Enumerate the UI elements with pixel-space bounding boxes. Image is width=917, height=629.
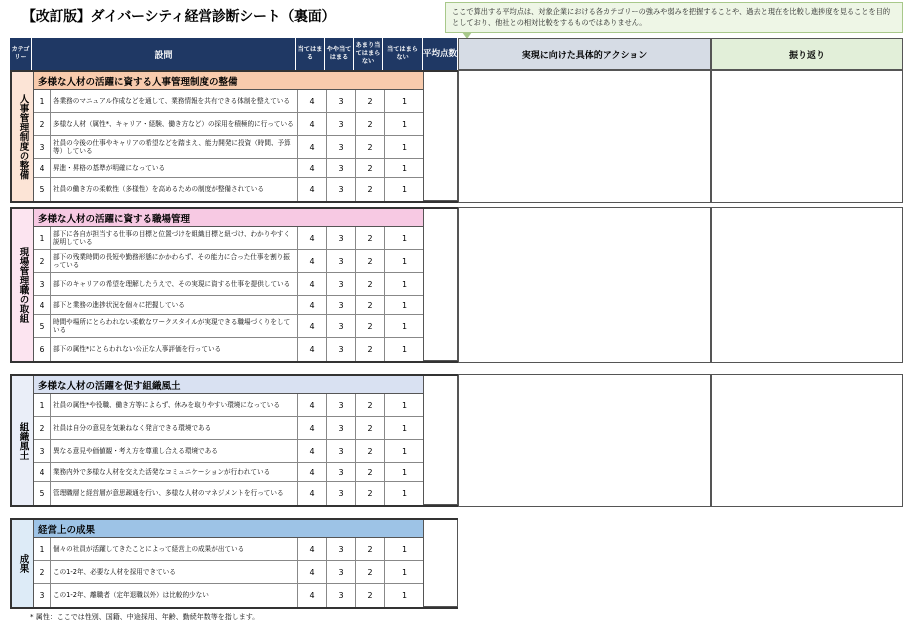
section-3 [10,374,458,507]
question-number: 3 [34,584,51,607]
question-row [34,417,456,440]
question-text: 多様な人材（属性*、キャリア・経験、働き方など）の採用を積極的に行っている [51,113,298,135]
footnote: * 属性：ここでは性別、国籍、中途採用、年齢、勤続年数等を指します。 [30,613,260,621]
question-row [34,538,456,561]
question-row [34,296,456,315]
score-option-4[interactable]: 4 [298,561,327,583]
score-option-2[interactable]: 2 [356,136,385,158]
score-option-3[interactable]: 3 [327,463,356,481]
score-option-3[interactable]: 3 [327,440,356,462]
question-row [34,440,456,463]
header-scale-3: やや当てはまる [325,38,354,70]
average-note-callout: ここで算出する平均点は、対象企業における各カテゴリーの強みや弱みを把握することや、過去と現在を比較し進捗度を見ることを目的としており、他社との相対比較をするものではありません。 [445,2,903,33]
score-option-3[interactable]: 3 [327,394,356,416]
score-option-1[interactable]: 1 [385,394,425,416]
score-option-1[interactable]: 1 [385,440,425,462]
question-number: 3 [34,136,51,158]
section-category-label: 人事管理制度の整備 [17,93,29,180]
question-number: 2 [34,417,51,439]
score-option-3[interactable]: 3 [327,417,356,439]
score-option-1[interactable]: 1 [385,538,425,560]
score-option-1[interactable]: 1 [385,159,425,177]
question-text: 管理職層と経営層が意思疎通を行い、多様な人材のマネジメントを行っている [51,482,298,505]
question-number: 5 [34,178,51,201]
question-number: 4 [34,159,51,177]
score-option-1[interactable]: 1 [385,338,425,361]
score-option-2[interactable]: 2 [356,250,385,272]
section-2 [10,207,458,363]
score-option-2[interactable]: 2 [356,227,385,249]
score-option-4[interactable]: 4 [298,394,327,416]
section-category [12,72,34,201]
question-number: 1 [34,227,51,249]
question-row [34,394,456,417]
question-number: 2 [34,250,51,272]
score-option-4[interactable]: 4 [298,250,327,272]
score-option-1[interactable]: 1 [385,273,425,295]
header-scale-4: 当てはまる [296,38,325,70]
question-text: 部下と業務の進捗状況を個々に把握している [51,296,298,314]
score-option-4[interactable]: 4 [298,584,327,607]
question-text: 部下に各自が担当する仕事の目標と位置づけを組織目標と紐づけ、わかりやすく説明している [51,227,298,249]
question-row [34,561,456,584]
score-option-3[interactable]: 3 [327,482,356,505]
question-number: 5 [34,482,51,505]
score-option-1[interactable]: 1 [385,561,425,583]
score-option-3[interactable]: 3 [327,159,356,177]
score-option-4[interactable]: 4 [298,315,327,337]
score-option-1[interactable]: 1 [385,113,425,135]
question-number: 6 [34,338,51,361]
question-row [34,250,456,273]
score-option-2[interactable]: 2 [356,394,385,416]
question-row [34,227,456,250]
question-row [34,315,456,338]
question-text: 社員の働き方の柔軟性（多様性）を高めるための制度が整備されている [51,178,298,201]
score-option-2[interactable]: 2 [356,463,385,481]
score-option-2[interactable]: 2 [356,338,385,361]
section-category [12,376,34,505]
score-option-4[interactable]: 4 [298,113,327,135]
header-average: 平均点数 [423,38,458,70]
score-option-1[interactable]: 1 [385,136,425,158]
score-option-1[interactable]: 1 [385,315,425,337]
score-option-3[interactable]: 3 [327,273,356,295]
score-option-4[interactable]: 4 [298,90,327,112]
question-number: 3 [34,440,51,462]
question-text: 個々の社員が活躍してきたことによって経営上の成果が出ている [51,538,298,560]
score-option-3[interactable]: 3 [327,338,356,361]
score-option-3[interactable]: 3 [327,178,356,201]
question-text: 昇進・昇格の基準が明確になっている [51,159,298,177]
review-field[interactable] [711,374,903,507]
section-category [12,209,34,361]
question-row [34,178,456,201]
average-score-field[interactable] [423,209,458,361]
question-text: 異なる意見や価値観・考え方を尊重し合える環境である [51,440,298,462]
section-category-label: 成果 [17,554,29,573]
section-title: 多様な人材の活躍に資する人事管理制度の整備 [34,72,456,90]
question-row [34,338,456,361]
question-text: 部下のキャリアの希望を理解したうえで、その実現に資する仕事を提供している [51,273,298,295]
score-option-4[interactable]: 4 [298,136,327,158]
action-field[interactable] [458,374,711,507]
score-option-4[interactable]: 4 [298,178,327,201]
score-option-2[interactable]: 2 [356,113,385,135]
score-option-1[interactable]: 1 [385,250,425,272]
section-category-label: 組織風土 [17,421,29,460]
page-title: 【改訂版】ダイバーシティ経営診断シート（裏面） [22,9,336,25]
score-option-3[interactable]: 3 [327,113,356,135]
question-number: 4 [34,463,51,481]
question-row [34,584,456,607]
score-option-2[interactable]: 2 [356,90,385,112]
score-option-2[interactable]: 2 [356,273,385,295]
question-number: 5 [34,315,51,337]
score-option-2[interactable]: 2 [356,178,385,201]
action-field[interactable] [458,70,711,203]
section-category-label: 現場管理職の取組 [17,247,29,323]
question-text: 部下の属性*にとらわれない公正な人事評価を行っている [51,338,298,361]
score-option-2[interactable]: 2 [356,440,385,462]
score-option-2[interactable]: 2 [356,561,385,583]
score-option-1[interactable]: 1 [385,227,425,249]
score-option-2[interactable]: 2 [356,417,385,439]
score-option-4[interactable]: 4 [298,417,327,439]
question-row [34,136,456,159]
score-option-2[interactable]: 2 [356,482,385,505]
average-score-field[interactable] [423,520,458,607]
score-option-2[interactable]: 2 [356,159,385,177]
question-text: 部下の残業時間の長短や勤務形態にかかわらず、その能力に合った仕事を割り振っている [51,250,298,272]
score-option-4[interactable]: 4 [298,538,327,560]
question-row [34,159,456,178]
question-text: この1-2年、必要な人材を採用できている [51,561,298,583]
question-row [34,482,456,505]
question-number: 1 [34,394,51,416]
score-option-3[interactable]: 3 [327,561,356,583]
header-action: 実現に向けた具体的アクション [458,38,711,70]
score-option-1[interactable]: 1 [385,296,425,314]
score-option-4[interactable]: 4 [298,482,327,505]
question-number: 4 [34,296,51,314]
header-category: カテゴリー [10,38,32,70]
score-option-2[interactable]: 2 [356,315,385,337]
action-field[interactable] [458,207,711,363]
score-option-3[interactable]: 3 [327,227,356,249]
score-option-4[interactable]: 4 [298,338,327,361]
section-category [12,520,34,607]
question-row [34,90,456,113]
score-option-3[interactable]: 3 [327,250,356,272]
score-option-4[interactable]: 4 [298,273,327,295]
score-option-1[interactable]: 1 [385,584,425,607]
average-score-field[interactable] [423,376,458,505]
score-option-4[interactable]: 4 [298,440,327,462]
question-text: 各業務のマニュアル作成などを通して、業務情報を共有できる体制を整えている [51,90,298,112]
section-title: 多様な人材の活躍に資する職場管理 [34,209,456,227]
question-row [34,113,456,136]
score-option-3[interactable]: 3 [327,296,356,314]
question-text: 社員の今後の仕事やキャリアの希望などを踏まえ、能力開発に投資（時間、予算等）している [51,136,298,158]
score-option-3[interactable]: 3 [327,136,356,158]
header-scale-1: 当てはまらない [383,38,423,70]
section-title: 経営上の成果 [34,520,456,538]
question-number: 3 [34,273,51,295]
header-question: 設問 [32,38,296,70]
question-text: 業務内外で多様な人材を交えた活発なコミュニケーションが行われている [51,463,298,481]
question-number: 1 [34,90,51,112]
score-option-4[interactable]: 4 [298,159,327,177]
score-option-1[interactable]: 1 [385,482,425,505]
score-option-4[interactable]: 4 [298,463,327,481]
score-option-1[interactable]: 1 [385,178,425,201]
question-number: 1 [34,538,51,560]
score-option-4[interactable]: 4 [298,227,327,249]
section-title: 多様な人材の活躍を促す組織風土 [34,376,456,394]
question-text: この1-2年、離職者（定年退職以外）は比較的少ない [51,584,298,607]
average-score-field[interactable] [423,72,458,201]
score-option-2[interactable]: 2 [356,538,385,560]
section-1 [10,70,458,203]
score-option-3[interactable]: 3 [327,90,356,112]
section-4 [10,518,458,609]
review-field[interactable] [711,207,903,363]
question-text: 社員の属性*や役職、働き方等によらず、休みを取りやすい環境になっている [51,394,298,416]
score-option-1[interactable]: 1 [385,417,425,439]
question-row [34,273,456,296]
score-option-3[interactable]: 3 [327,538,356,560]
question-number: 2 [34,561,51,583]
question-text: 時間や場所にとらわれない柔軟なワークスタイルが実現できる職場づくりをしている [51,315,298,337]
header-scale-2: あまり当てはまらない [354,38,383,70]
score-option-3[interactable]: 3 [327,584,356,607]
score-option-2[interactable]: 2 [356,584,385,607]
score-option-2[interactable]: 2 [356,296,385,314]
question-number: 2 [34,113,51,135]
question-text: 社員は自分の意見を気兼ねなく発言できる環境である [51,417,298,439]
score-option-1[interactable]: 1 [385,90,425,112]
question-row [34,463,456,482]
score-option-3[interactable]: 3 [327,315,356,337]
review-field[interactable] [711,70,903,203]
header-review: 振り返り [711,38,903,70]
score-option-4[interactable]: 4 [298,296,327,314]
score-option-1[interactable]: 1 [385,463,425,481]
